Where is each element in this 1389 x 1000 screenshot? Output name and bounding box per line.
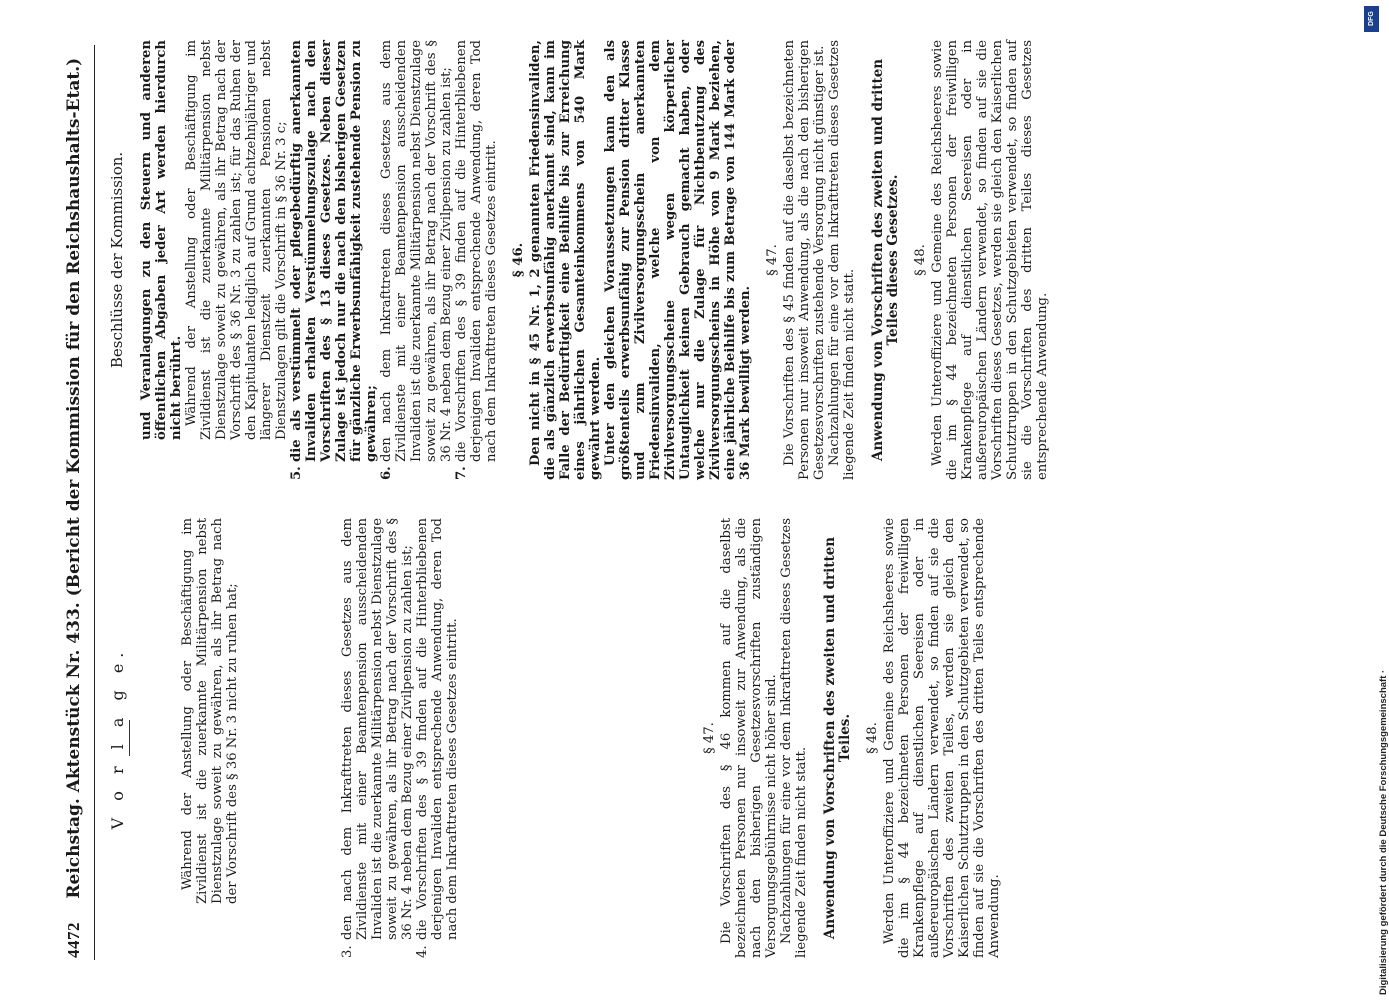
paragraph: Nachzahlungen für eine vor dem Inkrafttreten dieses Gesetzes liegende Zeit finden nicht statt. [779,518,809,958]
item-text: die Vorschriften des § 39 finden auf die Hinterbliebenen derjenigen Invaliden entsprechende Anwendung, deren Tod nach dem Inkrafttreten dieses Gesetzes eintritt. [454,40,499,462]
section-number: § 48. [865,722,880,754]
paragraph: und Veranlagungen zu den Steuern und anderen öffentlichen Abgaben jeder Art werden hierdurch nicht berührt. [139,40,184,440]
page-header [64,58,94,958]
column-title: Beschlüsse der Kommission. [108,151,126,369]
column-vorlage-lower [690,518,1290,958]
column-title: V o r l a g e. [108,646,127,830]
item-number: 6. [379,466,394,480]
dfg-logo: DFG [1364,6,1379,32]
section-number: § 47. [702,722,717,754]
column-beschluesse [110,40,1330,480]
paragraph: Den nicht in § 45 Nr. 1, 2 genannten Friedensinvaliden, die als gänzlich erwerbsunfähig anerkannt sind, kann im Falle der Bedürftigkeit eine Beihilfe bis zur Erreichung eines jährlichen Gesamteinkommens von 540 Mark gewährt werden. [528,40,603,480]
header-rule [94,45,95,960]
item-text: die Vorschriften des § 39 finden auf die Hinterbliebenen derjenigen Invaliden entsprechende Anwendung, deren Tod nach dem Inkrafttreten dieses Gesetzes eintritt. [415,518,460,940]
item-text: den nach dem Inkrafttreten dieses Gesetzes aus dem Zivildienste mit einer Beamtenpension ausscheidenden Invaliden ist die zuerkannte Militärpension nebst Dienstzulage soweit zu gewähren, als ihr Betrag nach der Vorschrift des § 36 Nr. 4 neben dem Bezug einer Zivilpension zu zahlen ist; [340,518,415,940]
paragraph: Werden Unteroffiziere und Gemeine des Reichsheeres sowie die im § 44 bezeichneten Personen der freiwilligen Krankenpflege auf dienstlichen Seereisen oder in außereuropäischen Ländern verwendet, so finden auf sie die Vorschriften dieses Gesetzes, werden sie gleich den Kaiserlichen Schutztruppen in den Schutzgebieten verwendet, so finden auf sie die Vorschriften des dritten Teiles dieses Gesetzes entsprechende Anwendung. [930,40,1050,480]
page-number: 4472 [64,922,83,958]
column-vorlage [110,518,670,958]
digitization-credit [1361,0,1389,1000]
item-number: 5. [289,466,304,480]
paragraph: Nachzahlungen für eine vor dem Inkrafttreten dieses Gesetzes liegende Zeit finden nicht statt. [827,40,857,480]
list-item [340,518,415,958]
paragraph: Während der Anstellung oder Beschäftigung im Zivildienst ist die zuerkannte Militärpension nebst Dienstzulage soweit zu gewähren, als ihr Betrag nach der Vorschrift des § 36 Nr. 3 nicht zu ruhen hat; [180,518,240,904]
title-rule [129,720,130,756]
list-item [289,40,379,480]
item-number: 7. [454,466,469,480]
credit-text: Digitalisierung gefördert durch die Deutsche Forschungsgemeinschaft · [1378,669,1389,995]
list-item [379,40,454,480]
paragraph: Die Vorschriften des § 46 kommen auf die daselbst bezeichneten Personen nur insoweit zur Anwendung, als die nach den bisherigen Gesetzesvorschriften zuständigen Versorgungsgebührnisse nicht höher sind. [719,518,779,958]
paragraph: Während der Anstellung oder Beschäftigung im Zivildienst ist die zuerkannte Militärpension nebst Dienstzulage soweit zu gewähren, als ihr Betrag nach der Vorschrift des § 36 Nr. 3 zu zahlen ist; für das Ruhen der den Kapitulanten lediglich auf Grund achtzehnjähriger und längerer Dienstzeit zuerkannten Pensionen nebst Dienstzulagen gilt die Vorschrift in § 36 Nr. 3 c; [184,40,289,440]
section-number: § 47. [765,244,780,276]
section-heading: Anwendung von Vorschriften des zweiten und dritten Teiles dieses Gesetzes. [870,58,901,462]
paragraph: Die Vorschriften des § 45 finden auf die daselbst bezeichneten Personen nur insoweit Anwendung, als die nach den bisherigen Gesetzesvorschriften zustehende Versorgung nicht günstiger ist. [782,40,827,480]
section-number: § 48. [913,244,928,276]
paragraph: Unter den gleichen Voraussetzungen kann den als größtenteils erwerbsunfähig zur Pension dritter Klasse und zum Zivilversorgungsschein anerkannten Friedensinvaliden, welche von dem Zivilversorgungsscheine wegen körperlicher Untauglichkeit keinen Gebrauch gemacht haben, oder welche nur die Zulage für Nichtbenutzung des Zivilversorgungsscheins in Höhe von 9 Mark beziehen, eine jährliche Beihilfe bis zum Betrage von 144 Mark oder 36 Mark bewilligt werden. [603,40,753,480]
document-source: Reichstag. Aktenstück Nr. 433. (Bericht der Kommission für den Reichshaushalts-Etat.) [64,57,84,899]
section-heading: Anwendung von Vorschriften des zweiten und dritten Teiles. [822,536,853,940]
list-item [415,518,460,958]
item-text: den nach dem Inkrafttreten dieses Gesetzes aus dem Zivildienste mit einer Beamtenpension ausscheidenden Invaliden ist die zuerkannte Militärpension nebst Dienstzulage soweit zu gewähren, als ihr Betrag nach der Vorschrift des § 36 Nr. 4 neben dem Bezug einer Zivilpension zu zahlen ist; [379,40,454,462]
section-number: § 46. [511,242,526,278]
item-text: die als verstümmelt oder pflegebedürftig anerkannten Invaliden erhalten Verstümmelungszulage nach den Vorschriften des § 13 dieses Gesetzes. Neben dieser Zulage ist jedoch nur die nach den bisherigen Gesetzen für gänzliche Erwerbsunfähigkeit zustehende Pension zu gewähren; [289,40,379,462]
list-item [454,40,499,480]
item-number: 3. [340,945,355,958]
paragraph: Werden Unteroffiziere und Gemeine des Reichsheeres sowie die im § 44 bezeichneten Personen der freiwilligen Krankenpflege auf dienstlichen Seereisen oder in außereuropäischen Ländern verwendet, so finden auf sie die Vorschriften des zweiten Teiles, werden sie gleich den Kaiserlichen Schutztruppen in den Schutzgebieten verwendet, so finden auf sie die Vorschriften des dritten Teiles entsprechende Anwendung. [882,518,1002,958]
item-number: 4. [415,945,430,958]
